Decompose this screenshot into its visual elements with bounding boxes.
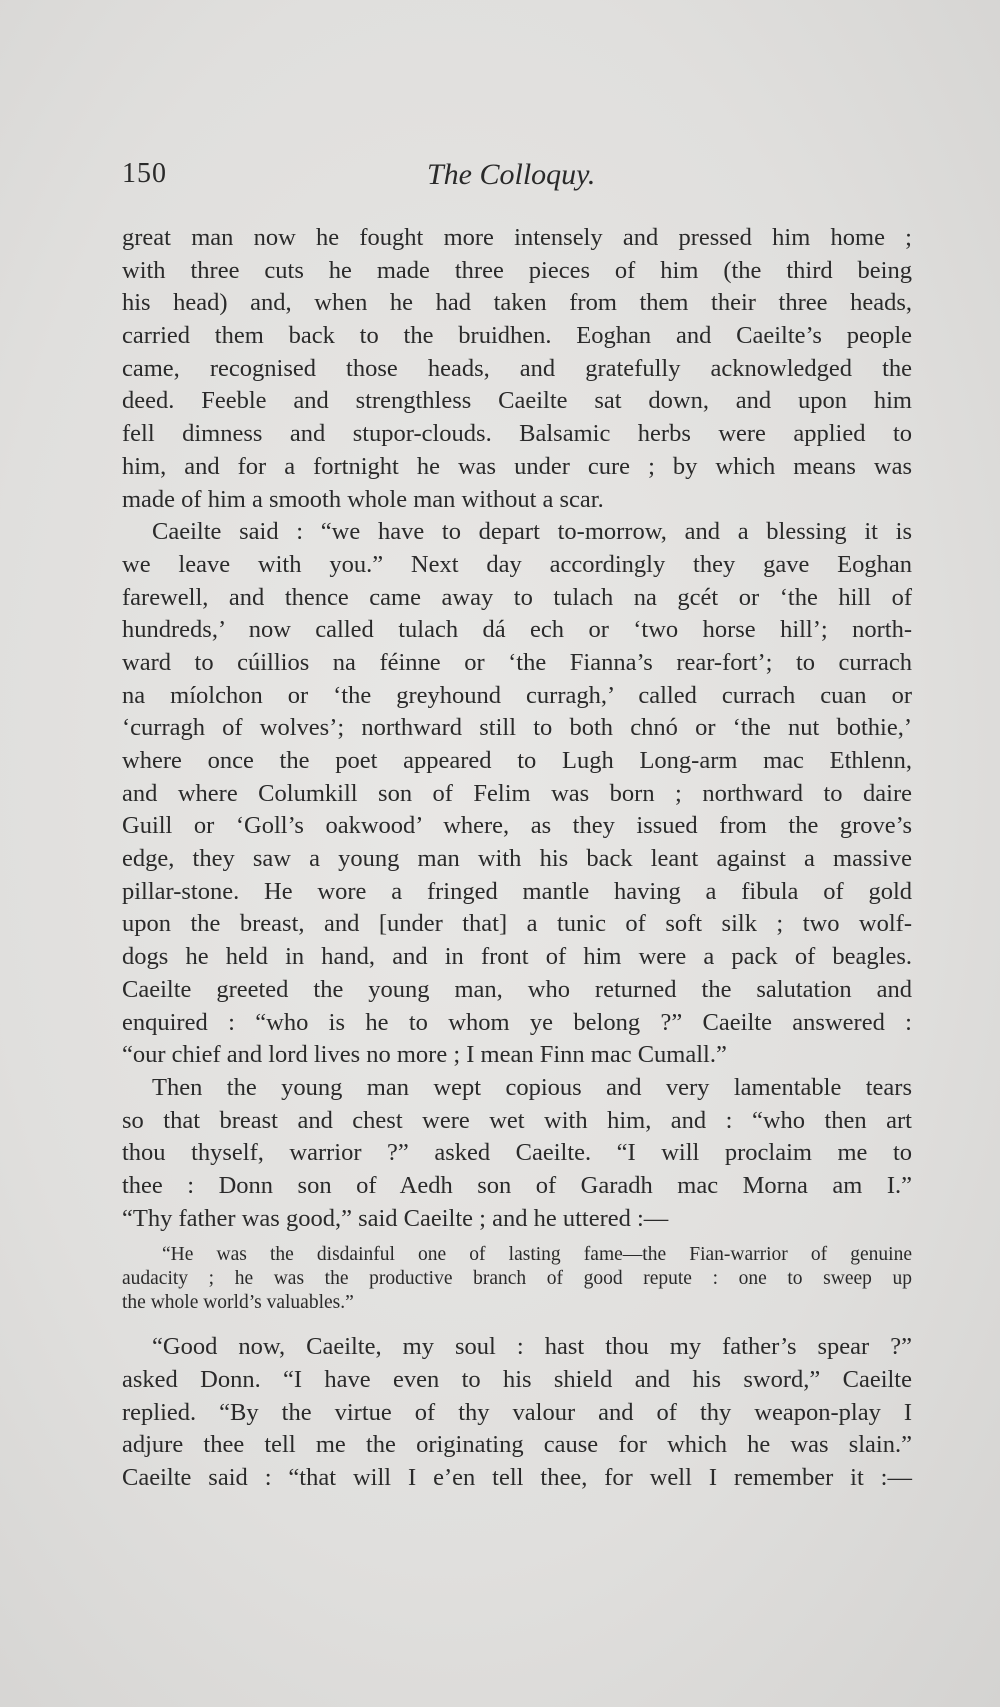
- page-number: 150: [122, 158, 167, 189]
- text-line: replied. “By the virtue of thy valour and of thy weapon-play I: [122, 1398, 912, 1426]
- text-line: asked Donn. “I have even to his shield and his sword,” Caeilte: [122, 1366, 912, 1393]
- text-line: upon the breast, and [under that] a tunic of soft silk ; two wolf-: [122, 910, 912, 938]
- text-line: Caeilte said : “we have to depart to-morrow, and a blessing it is: [152, 518, 912, 546]
- text-line: Then the young man wept copious and very lamentable tears: [152, 1073, 912, 1101]
- verse-line: “He was the disdainful one of lasting fame—the Fian-warrior of genuine: [162, 1244, 912, 1266]
- text-line: carried them back to the bruidhen. Eoghan and Caeilte’s people: [122, 322, 912, 350]
- text-line: enquired : “who is he to whom ye belong ?” Caeilte answered :: [122, 1008, 912, 1036]
- running-head: [122, 158, 912, 198]
- verse-line: the whole world’s valuables.”: [122, 1292, 354, 1314]
- text-line: so that breast and chest were wet with him, and : “who then art: [122, 1106, 912, 1134]
- text-line: Caeilte said : “that will I e’en tell thee, for well I remember it :—: [122, 1464, 912, 1492]
- text-line: his head) and, when he had taken from them their three heads,: [122, 289, 912, 317]
- text-line: and where Columkill son of Felim was born ; northward to daire: [122, 779, 912, 807]
- text-line: “our chief and lord lives no more ; I mean Finn mac Cumall.”: [122, 1041, 727, 1069]
- verse-quote: [122, 1243, 912, 1315]
- text-line: “Thy father was good,” said Caeilte ; and he uttered :—: [122, 1204, 669, 1232]
- text-line: where once the poet appeared to Lugh Long-arm mac Ethlenn,: [122, 747, 912, 774]
- text-line: we leave with you.” Next day accordingly they gave Eoghan: [122, 550, 912, 578]
- text-line: him, and for a fortnight he was under cure ; by which means was: [122, 452, 912, 480]
- text-line: Caeilte greeted the young man, who returned the salutation and: [122, 975, 912, 1003]
- running-title: The Colloquy.: [427, 158, 596, 191]
- text-line: na míolchon or ‘the greyhound curragh,’ called currach cuan or: [122, 681, 912, 709]
- text-line: made of him a smooth whole man without a scar.: [122, 485, 604, 513]
- text-line: edge, they saw a young man with his back leant against a massive: [122, 845, 912, 873]
- text-line: “Good now, Caeilte, my soul : hast thou my father’s spear ?”: [152, 1333, 912, 1361]
- text-line: dogs he held in hand, and in front of him were a pack of beagles.: [122, 943, 912, 971]
- body-text: [122, 222, 912, 1495]
- text-line: thou thyself, warrior ?” asked Caeilte. “I will proclaim me to: [122, 1139, 912, 1167]
- text-line: great man now he fought more intensely and pressed him home ;: [122, 224, 912, 251]
- text-line: hundreds,’ now called tulach dá ech or ‘two horse hill’; north-: [122, 616, 912, 644]
- text-line: deed. Feeble and strengthless Caeilte sat down, and upon him: [122, 387, 912, 415]
- text-line: thee : Donn son of Aedh son of Garadh mac Morna am I.”: [122, 1171, 912, 1199]
- text-line: pillar-stone. He wore a fringed mantle having a fibula of gold: [122, 877, 912, 905]
- verse-line: audacity ; he was the productive branch of good repute : one to sweep up: [122, 1268, 912, 1290]
- text-line: fell dimness and stupor-clouds. Balsamic herbs were applied to: [122, 420, 912, 448]
- text-line: ‘curragh of wolves’; northward still to both chnó or ‘the nut bothie,’: [122, 714, 912, 742]
- text-line: with three cuts he made three pieces of him (the third being: [122, 256, 912, 284]
- text-line: adjure thee tell me the originating cause for which he was slain.”: [122, 1431, 912, 1459]
- text-line: ward to cúillios na féinne or ‘the Fianna’s rear-fort’; to currach: [122, 648, 912, 676]
- text-line: Guill or ‘Goll’s oakwood’ where, as they issued from the grove’s: [122, 812, 912, 840]
- text-line: farewell, and thence came away to tulach na gcét or ‘the hill of: [122, 583, 912, 611]
- text-line: came, recognised those heads, and gratefully acknowledged the: [122, 354, 912, 382]
